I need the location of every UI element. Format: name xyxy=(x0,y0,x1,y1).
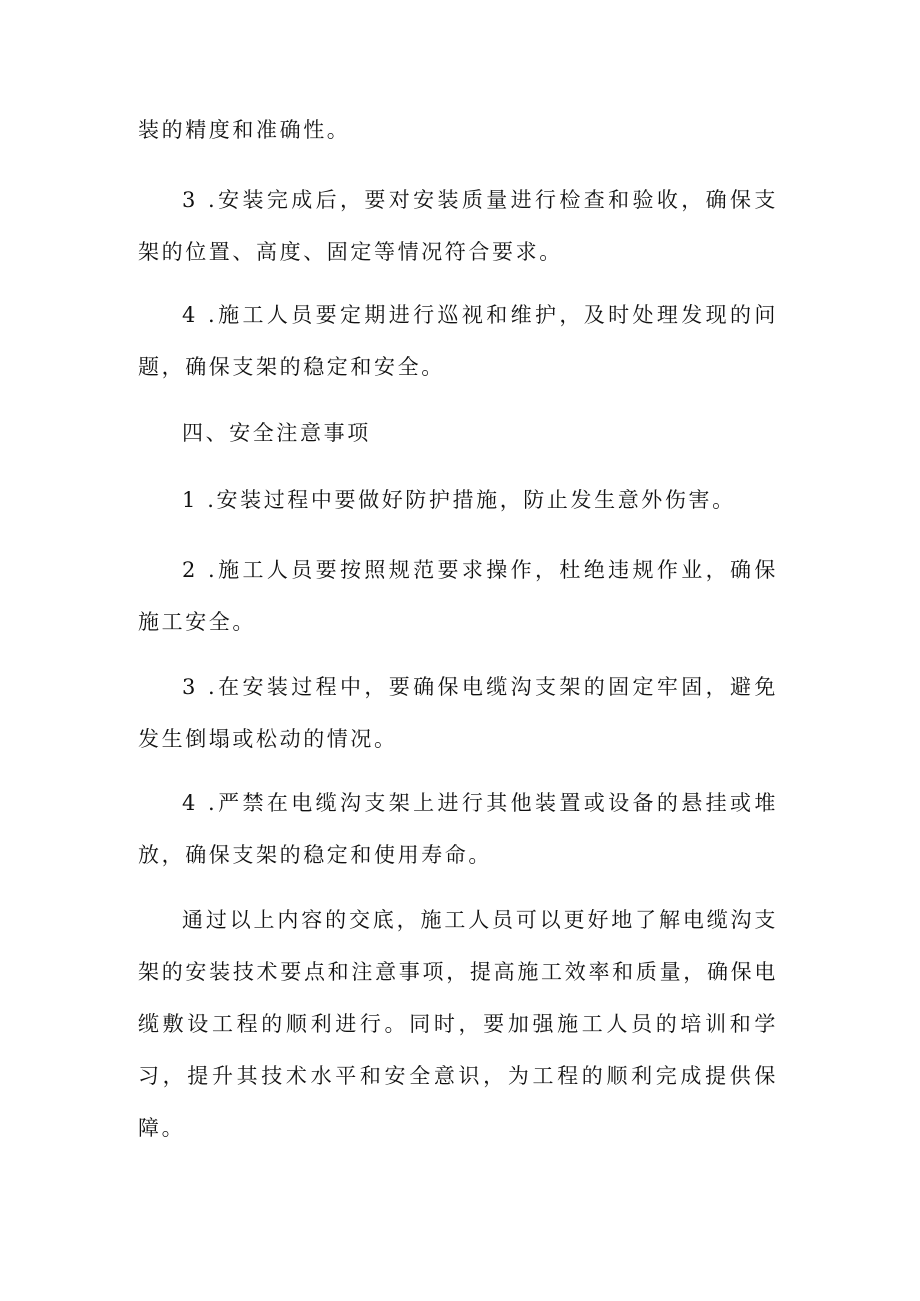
paragraph-item-4-patrol: 4 .施工人员要定期进行巡视和维护，及时处理发现的问题，确保支架的稳定和安全。 xyxy=(138,303,778,379)
section-heading-safety: 四、安全注意事项 xyxy=(182,421,371,445)
paragraph-item-3-install-check: 3 .安装完成后，要对安装质量进行检查和验收，确保支架的位置、高度、固定等情况符合要求。 xyxy=(138,188,778,264)
paragraph-conclusion: 通过以上内容的交底，施工人员可以更好地了解电缆沟支架的安装技术要点和注意事项，提高施工效率和质量，确保电缆敷设工程的顺利进行。同时，要加强施工人员的培训和学习，提升其技术水平和安全意识，为工程的顺利完成提供保障。 xyxy=(138,908,778,1140)
paragraph-safety-3: 3 .在安装过程中，要确保电缆沟支架的固定牢固，避免发生倒塌或松动的情况。 xyxy=(138,675,778,751)
paragraph-continuation: 装的精度和准确性。 xyxy=(138,118,351,142)
paragraph-safety-1: 1 .安装过程中要做好防护措施，防止发生意外伤害。 xyxy=(182,488,736,512)
paragraph-safety-4: 4 .严禁在电缆沟支架上进行其他装置或设备的悬挂或堆放，确保支架的稳定和使用寿命。 xyxy=(138,791,778,867)
paragraph-safety-2: 2 .施工人员要按照规范要求操作，杜绝违规作业，确保施工安全。 xyxy=(138,558,778,634)
